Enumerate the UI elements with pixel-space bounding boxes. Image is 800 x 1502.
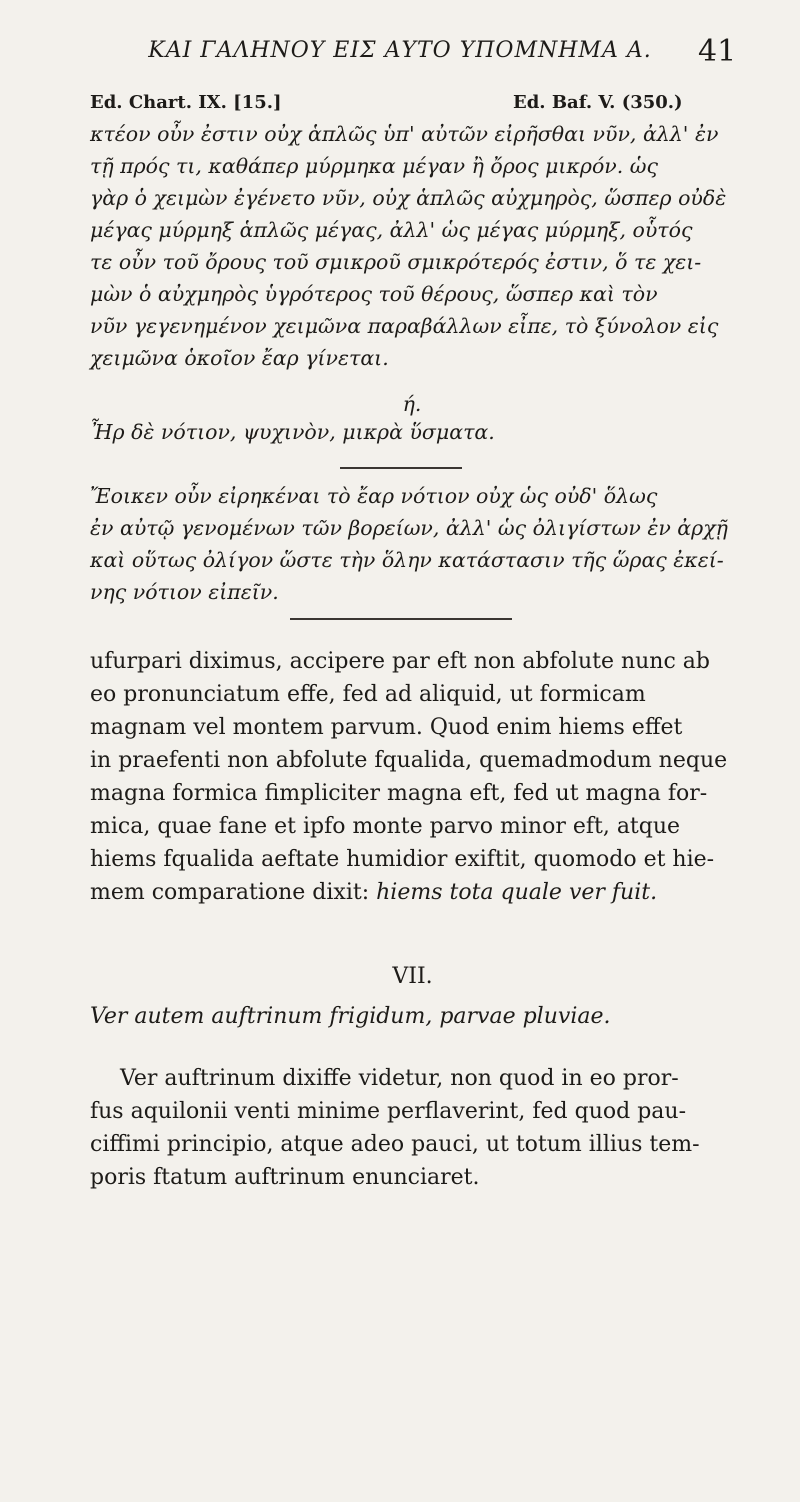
- latin-aphorism-lemma: Ver autem auftrinum frigidum, parvae pluviae.: [90, 1004, 611, 1029]
- running-head: ΚΑΙ ΓΑΛΗΝΟΥ ΕΙΣ ΑΥΤΟ ΥΠΟΜΝΗΜΑ Α.: [148, 38, 652, 63]
- latin-section-numeral: VII.: [392, 964, 433, 989]
- text-line: fus aquilonii venti minime perflaverint, fed quod pau-: [90, 1099, 686, 1124]
- text-line: mica, quae fane et ipfo monte parvo minor eft, atque: [90, 814, 681, 839]
- text-line: ufurpari diximus, accipere par eft non abfolute nunc ab: [90, 649, 710, 674]
- latin-translation-2: [90, 1062, 735, 1194]
- text-line: in praefenti non abfolute fqualida, quemadmodum neque: [90, 748, 728, 773]
- text-line: eo pronunciatum effe, fed ad aliquid, ut formicam: [90, 682, 646, 707]
- aphorism-quote: hiems tota quale ver fuit.: [376, 880, 658, 905]
- text-line: νης νότιον εἰπεῖν.: [90, 580, 279, 604]
- text-line: ciffimi principio, atque adeo pauci, ut totum illius tem-: [90, 1132, 700, 1157]
- text-line: magna formica fimpliciter magna eft, fed ut magna for-: [90, 781, 708, 806]
- text-line: μέγας μύρμηξ ἁπλῶς μέγας, ἀλλ' ὡς μέγας μύρμηξ, οὗτός: [90, 218, 693, 242]
- greek-commentary-2: [90, 480, 734, 608]
- page-number: 41: [698, 34, 737, 69]
- divider-rule: [340, 467, 462, 469]
- text-line: νῦν γεγενημένον χειμῶνα παραβάλλων εἶπε, τὸ ξύνολον εἰς: [90, 314, 719, 338]
- text-line: τῇ πρός τι, καθάπερ μύρμηκα μέγαν ἢ ὄρος μικρόν. ὡς: [90, 154, 658, 178]
- text-line: poris ftatum auftrinum enunciaret.: [90, 1165, 480, 1190]
- text-line: χειμῶνα ὁκοῖον ἔαρ γίνεται.: [90, 346, 389, 370]
- text-line: κτέον οὖν ἐστιν οὐχ ἁπλῶς ὑπ' αὐτῶν εἰρῆσθαι νῦν, ἀλλ' ἐν: [90, 122, 719, 146]
- text-line: hiems fqualida aeftate humidior exiftit, quomodo et hie-: [90, 847, 715, 872]
- text-line: τε οὖν τοῦ ὄρους τοῦ σμικροῦ σμικρότερός ἐστιν, ὅ τε χει-: [90, 250, 702, 274]
- greek-section-numeral: ή.: [402, 392, 422, 416]
- text-line: Ἔοικεν οὖν εἰρηκέναι τὸ ἔαρ νότιον οὐχ ὡς οὐδ' ὅλως: [90, 484, 658, 508]
- text-line: ἐν αὐτῷ γενομένων τῶν βορείων, ἀλλ' ὡς ὀλιγίστων ἐν ἀρχῇ: [90, 516, 728, 540]
- edition-references: [90, 92, 732, 118]
- text-line: καὶ οὕτως ὀλίγον ὥστε τὴν ὅλην κατάστασιν τῆς ὥρας ἐκεί-: [90, 548, 724, 572]
- text-line: μὼν ὁ αὐχμηρὸς ὑγρότερος τοῦ θέρους, ὥσπερ καὶ τὸν: [90, 282, 658, 306]
- section-separator: [290, 618, 512, 620]
- edition-ref-basel: Ed. Baf. V. (350.): [513, 92, 683, 113]
- text-line: Ver auftrinum dixiffe videtur, non quod in eo pror-: [120, 1066, 679, 1091]
- text-line: magnam vel montem parvum. Quod enim hiems effet: [90, 715, 683, 740]
- greek-commentary-1: [90, 118, 734, 374]
- text-line: γὰρ ὁ χειμὼν ἐγένετο νῦν, οὐχ ἁπλῶς αὐχμηρὸς, ὥσπερ οὐδὲ: [90, 186, 727, 210]
- greek-aphorism-lemma: Ἦρ δὲ νότιον, ψυχινὸν, μικρὰ ὕσματα.: [90, 420, 495, 444]
- latin-translation-1: [90, 645, 735, 909]
- edition-ref-chartier: Ed. Chart. IX. [15.]: [90, 92, 282, 113]
- text-line: mem comparatione dixit: hiems tota quale ver fuit.: [90, 880, 658, 905]
